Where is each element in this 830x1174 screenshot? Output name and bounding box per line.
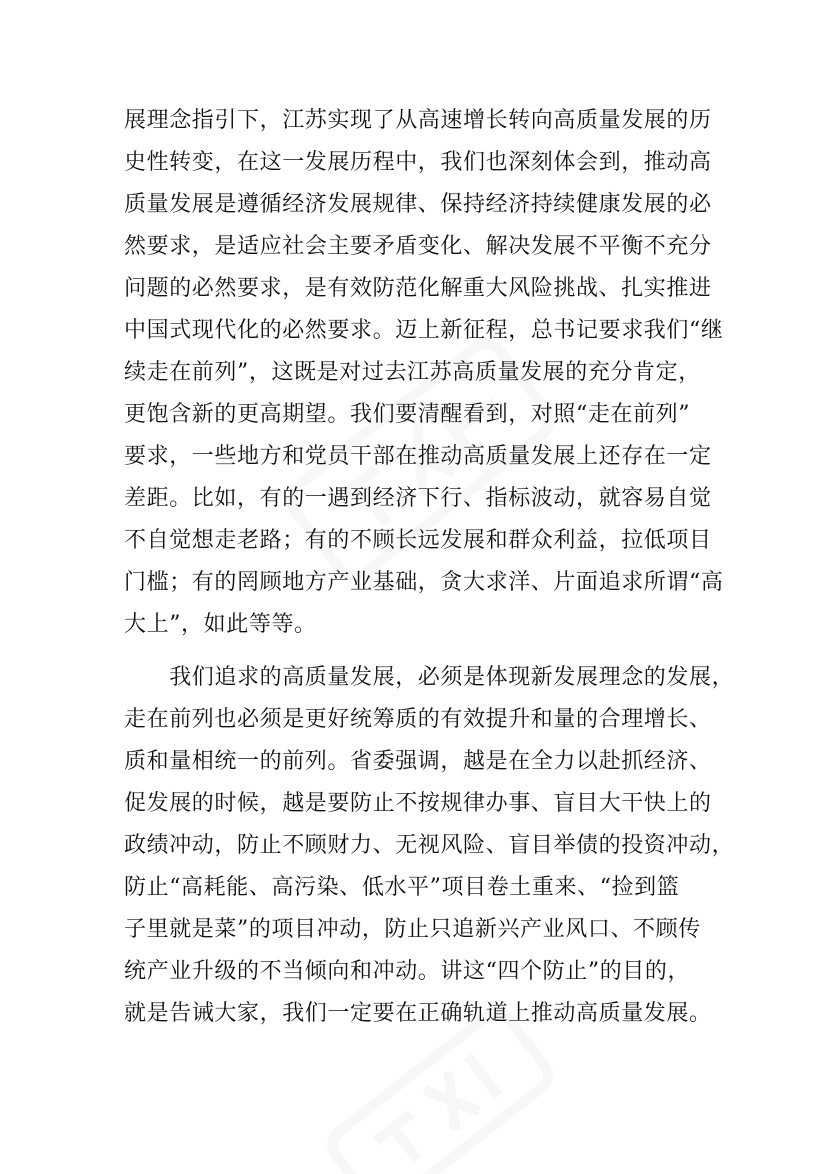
text-line: 促发展的时候，越是要防止不按规律办事、盲目大干快上的 bbox=[124, 791, 712, 816]
text-line: 政绩冲动，防止不顾财力、无视风险、盲目举债的投资冲动， bbox=[124, 833, 735, 858]
text-line: 史性转变，在这一发展历程中，我们也深刻体会到，推动高 bbox=[124, 150, 712, 175]
text-line: 统产业升级的不当倾向和冲动。讲这“四个防止”的目的， bbox=[124, 959, 691, 984]
text-line: 子里就是菜”的项目冲动，防止只追新兴产业风口、不顾传 bbox=[124, 917, 701, 942]
text-line: 中国式现代化的必然要求。迈上新征程，总书记要求我们“继 bbox=[124, 318, 724, 343]
text-line: 差距。比如，有的一遇到经济下行、指标波动，就容易自觉 bbox=[124, 486, 712, 511]
text-line: 门槛；有的罔顾地方产业基础，贪大求洋、片面追求所谓“高 bbox=[124, 570, 724, 595]
text-line: 展理念指引下，江苏实现了从高速增长转向高质量发展的历 bbox=[124, 108, 712, 133]
text-line: 大上”，如此等等。 bbox=[124, 612, 317, 637]
document-body bbox=[124, 100, 735, 1035]
text-line: 更饱含新的更高期望。我们要清醒看到，对照“走在前列” bbox=[124, 402, 691, 427]
text-line: 我们追求的高质量发展，必须是体现新发展理念的发展， bbox=[124, 665, 735, 690]
text-line: 不自觉想走老路；有的不顾长远发展和群众利益，拉低项目 bbox=[124, 528, 712, 553]
text-line: 要求，一些地方和党员干部在推动高质量发展上还存在一定 bbox=[124, 444, 712, 469]
text-line: 续走在前列”，这既是对过去江苏高质量发展的充分肯定， bbox=[124, 360, 701, 385]
text-line: 质量发展是遵循经济发展规律、保持经济持续健康发展的必 bbox=[124, 192, 712, 217]
text-line: 质和量相统一的前列。省委强调，越是在全力以赴抓经济、 bbox=[124, 749, 712, 774]
text-line: 就是告诫大家，我们一定要在正确轨道上推动高质量发展。 bbox=[124, 1001, 712, 1026]
text-line: 防止“高耗能、高污染、低水平”项目卷土重来、“捡到篮 bbox=[124, 875, 680, 900]
text-line: 问题的必然要求，是有效防范化解重大风险挑战、扎实推进 bbox=[124, 276, 712, 301]
text-line: 然要求，是适应社会主要矛盾变化、解决发展不平衡不充分 bbox=[124, 234, 712, 259]
paragraph-1 bbox=[124, 100, 724, 646]
text-line: 走在前列也必须是更好统筹质的有效提升和量的合理增长、 bbox=[124, 707, 712, 732]
paragraph-2 bbox=[124, 657, 735, 1035]
paragraph-gap bbox=[124, 646, 714, 657]
